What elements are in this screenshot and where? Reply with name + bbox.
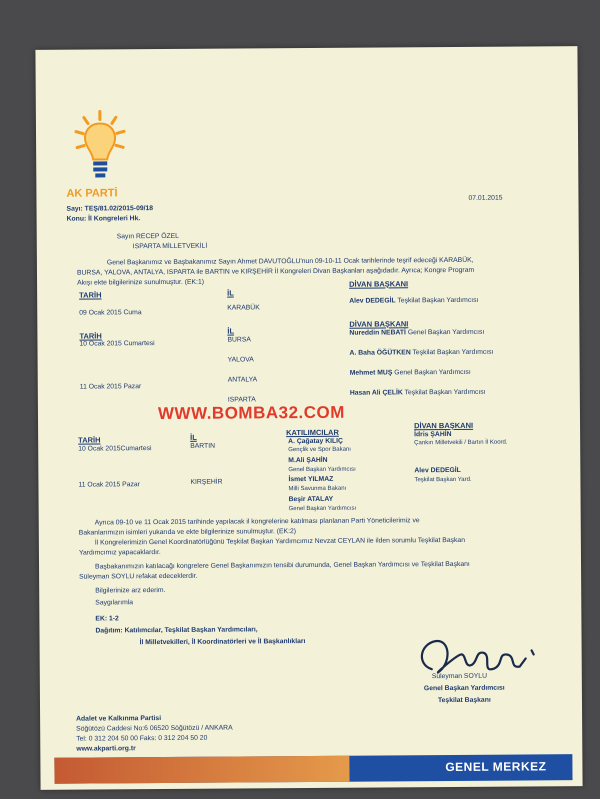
footer-banner bbox=[54, 754, 572, 784]
body-line-3: İl Kongrelerimizin Genel Koordinatörlüğünü Teşkilat Başkan Yardımcımız Nevzat CEYLAN ile ilden sorumlu Teşkilat Başkan bbox=[94, 536, 465, 547]
s2-k2-role: Genel Başkan Yardımcısı bbox=[288, 466, 356, 474]
s1-row3-role: Teşkilat Başkan Yardımcısı bbox=[412, 348, 494, 357]
s2-row1-city: BARTIN bbox=[190, 442, 216, 450]
signatory-name: Süleyman SOYLU bbox=[431, 672, 487, 681]
addressee-name: Sayın RECEP ÖZEL bbox=[116, 232, 179, 241]
s2-header-il: İL bbox=[190, 432, 197, 442]
s2-d1-name: İdris ŞAHİN bbox=[414, 431, 452, 439]
body-line-2: Bakanlarımızın isimleri yukarıda ve ekte bilgilerinize sunulmuştur. (EK:2) bbox=[78, 528, 297, 537]
distribution-line-1: Dağıtım: Katılımcılar, Teşkilat Başkan Yardımcıları, bbox=[95, 626, 258, 635]
s2-row1-date: 10 Ocak 2015Cumartesi bbox=[78, 445, 152, 453]
body-line-1: Ayrıca 09-10 ve 11 Ocak 2015 tarihinde yapılacak il kongrelerine katılması planlanan Parti Yöneticilerimiz ve bbox=[94, 517, 420, 527]
s1-row1-role: Teşkilat Başkan Yardımcısı bbox=[397, 296, 479, 305]
s1-header-il-2: İL bbox=[227, 326, 235, 336]
s1-header-tarih: TARİH bbox=[79, 290, 102, 300]
s2-k4-name: Beşir ATALAY bbox=[288, 495, 334, 504]
s2-k2-name: M.Ali ŞAHİN bbox=[288, 456, 328, 465]
genel-merkez-label: GENEL MERKEZ bbox=[445, 759, 547, 775]
s2-d2-role: Teşkilat Başkan Yard. bbox=[414, 476, 472, 484]
watermark-text: WWW.BOMBA32.COM bbox=[157, 402, 345, 424]
body-line-6: Süleyman SOYLU refakat edeceklerdir. bbox=[79, 572, 198, 581]
document-number: Sayı: TEŞ/81.02/2015-09/18 bbox=[66, 205, 154, 213]
s1-row4-role: Genel Başkan Yardımcısı bbox=[394, 368, 471, 377]
s1-row5-city: ISPARTA bbox=[227, 396, 256, 404]
s2-header-katilimcilar: KATILIMCILAR bbox=[286, 427, 339, 438]
s2-k3-role: Milli Savunma Bakanı bbox=[288, 485, 347, 493]
signatory-title-1: Genel Başkan Yardımcısı bbox=[423, 684, 505, 693]
s2-header-tarih: TARİH bbox=[78, 435, 101, 445]
body-line-7: Bilgilerinize arz ederim. bbox=[95, 587, 166, 595]
distribution-line-2: İl Milletvekilleri, İl Koordinatörleri ve İl Başkanlıkları bbox=[139, 638, 306, 647]
ak-parti-lightbulb-logo bbox=[74, 109, 127, 183]
s1-row2-city: BURSA bbox=[227, 336, 251, 344]
s1-row1-name: Alev DEDEGİL bbox=[349, 297, 396, 305]
body-line-5: Başbakanımızın katılacağı kongrelere Genel Başkanımızın tensibi durumunda, Genel Başkan Yardımcısı ve Teşkilat Başkanı bbox=[95, 560, 470, 571]
document-date: 07.01.2015 bbox=[468, 194, 503, 202]
body-line-8: Saygılarımla bbox=[95, 599, 134, 607]
intro-line-3: Akışı ekte bilgilerinize sunulmuştur. (EK:1) bbox=[77, 278, 205, 287]
s1-header-il: İL bbox=[227, 288, 234, 298]
footer-banner-accent bbox=[54, 756, 349, 784]
signatory-title-2: Teşkilat Başkanı bbox=[437, 696, 491, 705]
s1-header-divan-2: DİVAN BAŞKANI bbox=[349, 319, 409, 329]
s2-k1-name: A. Çağatay KILIÇ bbox=[288, 437, 343, 446]
s1-row1-date: 09 Ocak 2015 Cuma bbox=[79, 309, 142, 317]
footer-phone: Tel: 0 312 204 50 00 Faks: 0 312 204 50 20 bbox=[76, 734, 208, 743]
footer-website: www.akparti.org.tr bbox=[76, 745, 136, 753]
addressee-title: ISPARTA MİLLETVEKİLİ bbox=[132, 242, 208, 251]
s1-row5-name: Hasan Ali ÇELİK bbox=[349, 389, 403, 397]
s2-k4-role: Genel Başkan Yardımcısı bbox=[288, 505, 357, 513]
s1-row1-city: KARABÜK bbox=[227, 304, 260, 312]
body-line-4: Yardımcımız yapacaklardır. bbox=[78, 549, 161, 557]
s1-row2-role: Genel Başkan Yardımcısı bbox=[407, 328, 485, 337]
intro-line-2: BURSA, YALOVA, ANTALYA, ISPARTA ile BARTIN ve KIRŞEHİR İl Kongreleri Divan Başkanları aşağıdadır. Ayrıca; Kongre Program bbox=[76, 266, 475, 277]
s1-header-divan: DİVAN BAŞKANI bbox=[349, 279, 409, 289]
document-subject: Konu: İl Kongreleri Hk. bbox=[66, 215, 141, 223]
s1-row5-role: Teşkilat Başkan Yardımcısı bbox=[404, 388, 486, 397]
footer-address: Söğütözü Caddesi No:6 06520 Söğütözü / ANKARA bbox=[76, 724, 233, 733]
s2-d2-name: Alev DEDEGİL bbox=[414, 466, 461, 475]
s1-row2-date: 10 Ocak 2015 Cumartesi bbox=[79, 340, 155, 348]
s2-row2-date: 11 Ocak 2015 Pazar bbox=[78, 481, 140, 489]
s1-row3-city: YALOVA bbox=[227, 356, 254, 364]
s1-row4-date: 11 Ocak 2015 Pazar bbox=[79, 383, 142, 391]
footer-org: Adalet ve Kalkınma Partisi bbox=[76, 715, 162, 723]
s1-row3-name: A. Baha ÖĞÜTKEN bbox=[349, 349, 411, 357]
s2-row2-city: KIRŞEHİR bbox=[190, 478, 223, 486]
logo-text: AK PARTİ bbox=[66, 187, 118, 200]
s1-header-tarih-2: TARİH bbox=[79, 331, 102, 341]
s1-row2-name: Nureddin NEBATİ bbox=[349, 329, 406, 337]
s2-k3-name: İsmet YILMAZ bbox=[288, 475, 334, 484]
s1-row4-name: Mehmet MUŞ bbox=[349, 369, 393, 377]
attachment-note: EK: 1-2 bbox=[95, 615, 119, 623]
s1-row4-city: ANTALYA bbox=[227, 376, 258, 384]
s2-k1-role: Gençlik ve Spor Bakanı bbox=[288, 446, 351, 454]
document-page bbox=[35, 46, 582, 790]
s2-d1-role: Çankırı Milletvekili / Bartın İl Koord. bbox=[414, 439, 508, 447]
s2-header-divan: DİVAN BAŞKANI bbox=[414, 420, 474, 431]
intro-line-1: Genel Başkanımız ve Başbakanımız Sayın Ahmet DAVUTOĞLU'nun 09-10-11 Ocak tarihlerinde teşrif edeceği KARABÜK, bbox=[106, 256, 474, 267]
